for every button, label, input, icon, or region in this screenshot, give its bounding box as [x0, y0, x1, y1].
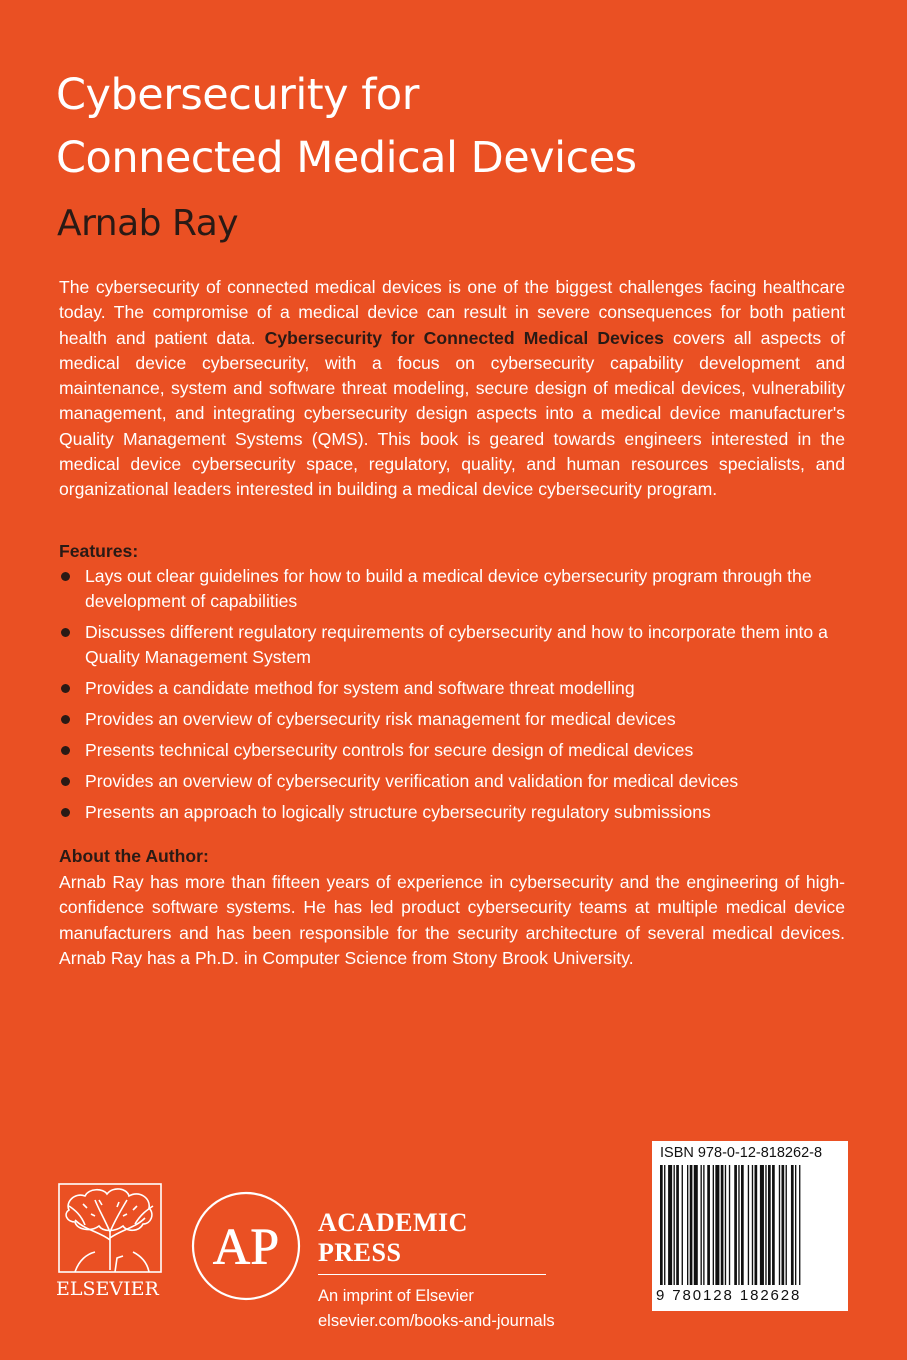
elsevier-wordmark: ELSEVIER: [56, 1278, 159, 1300]
feature-item: [59, 738, 859, 763]
feature-item: [59, 800, 859, 825]
feature-text: Lays out clear guidelines for how to build a medical device cybersecurity program through the development of capabilities: [85, 566, 812, 611]
ap-logo-letters: AP: [212, 1219, 280, 1276]
book-description: [59, 275, 845, 503]
feature-item: [59, 676, 859, 701]
book-title: [56, 64, 876, 190]
bullet-icon: [61, 808, 70, 817]
isbn-barcode: [652, 1141, 848, 1311]
bullet-icon: [61, 628, 70, 637]
feature-item: [59, 564, 859, 614]
feature-text: Discusses different regulatory requirements of cybersecurity and how to incorporate them into a Quality Management System: [85, 622, 828, 667]
feature-item: [59, 620, 859, 670]
description-book-title: Cybersecurity for Connected Medical Devices: [264, 327, 664, 348]
about-author-heading: About the Author:: [59, 846, 209, 866]
academic-press-logo-icon: [190, 1190, 302, 1302]
publisher-url: elsevier.com/books-and-journals: [318, 1312, 555, 1330]
feature-text: Provides an overview of cybersecurity risk management for medical devices: [85, 709, 676, 729]
features-list: [59, 564, 859, 831]
academic-press-name: ACADEMIC PRESS: [318, 1208, 546, 1275]
barcode-bars-icon: [660, 1165, 840, 1289]
isbn-label: ISBN 978-0-12-818262-8: [660, 1145, 823, 1161]
title-line-2: Connected Medical Devices: [56, 132, 637, 183]
author-name: Arnab Ray: [57, 203, 239, 244]
bullet-icon: [61, 684, 70, 693]
barcode-digits: 9 780128 182628: [656, 1287, 802, 1304]
features-heading: Features:: [59, 541, 139, 561]
bullet-icon: [61, 777, 70, 786]
about-author-text: Arnab Ray has more than fifteen years of experience in cybersecurity and the engineering of high-confidence software systems. He has led product cybersecurity teams at multiple medical device manufacturers and has been responsible for the security architecture of several medical devices. Arnab Ray has a Ph.D. in Computer Science from Stony Brook University.: [59, 872, 845, 968]
bullet-icon: [61, 572, 70, 581]
academic-press-block: [318, 1208, 555, 1331]
bullet-icon: [61, 746, 70, 755]
feature-text: Provides a candidate method for system and software threat modelling: [85, 678, 635, 698]
feature-text: Presents an approach to logically structure cybersecurity regulatory submissions: [85, 802, 711, 822]
feature-text: Presents technical cybersecurity controls for secure design of medical devices: [85, 740, 694, 760]
description-rest: covers all aspects of medical device cybersecurity, with a focus on cybersecurity capability development and maintenance, system and software threat modeling, secure design of medical devices, vulnerability management, and integrating cybersecurity design aspects into a medical device manufacturer's Quality Management Systems (QMS). This book is geared towards engineers interested in the medical device cybersecurity space, regulatory, quality, and human resources specialists, and organizational leaders interested in building a medical device cybersecurity program.: [59, 327, 846, 500]
feature-item: [59, 769, 859, 794]
title-line-1: Cybersecurity for: [56, 70, 419, 120]
bullet-icon: [61, 715, 70, 724]
feature-item: [59, 707, 859, 732]
feature-text: Provides an overview of cybersecurity verification and validation for medical devices: [85, 771, 739, 791]
imprint-text: An imprint of Elsevier: [318, 1287, 474, 1305]
description-intro: The cybersecurity of connected medical devices is one of the biggest challenges facing healthcare today. The compromise of a medical device can result in severe consequences for both patient health and patient data.: [59, 277, 845, 348]
